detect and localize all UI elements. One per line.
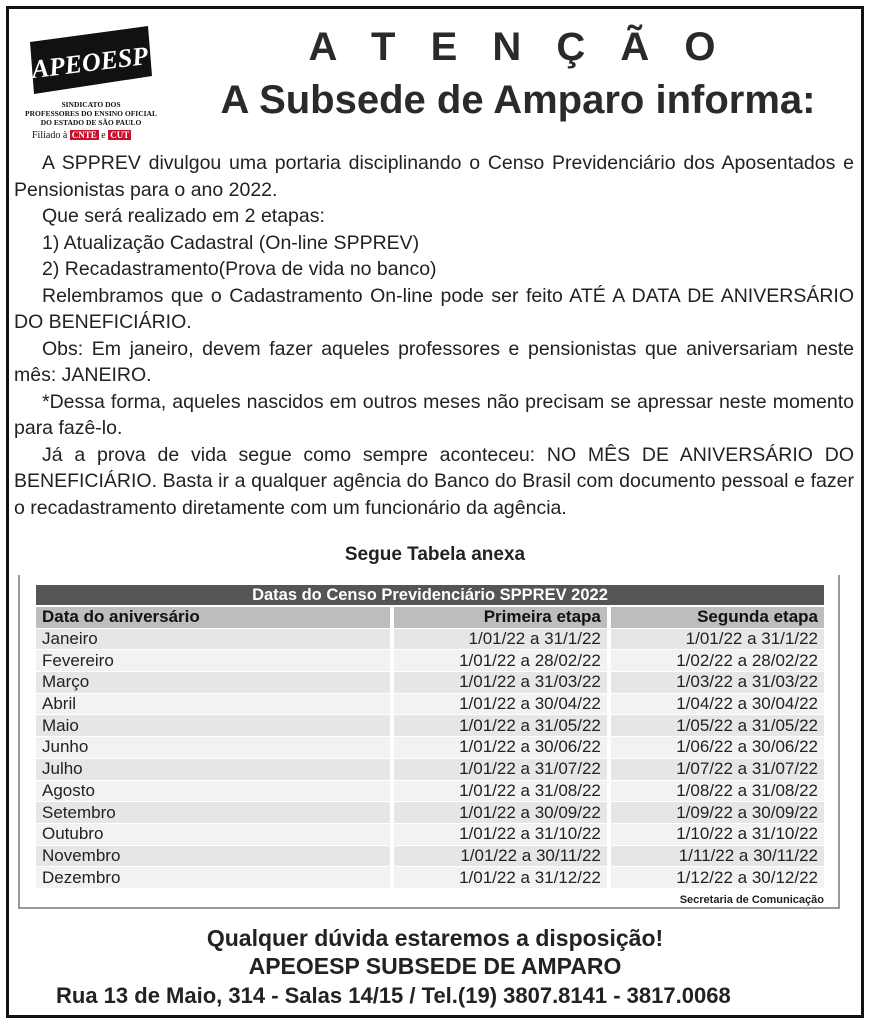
paragraph: Que será realizado em 2 etapas:	[42, 205, 325, 227]
month-cell: Julho	[36, 759, 390, 780]
header-second-stage: Segunda etapa	[607, 607, 824, 628]
header-birthday: Data do aniversário	[36, 607, 390, 628]
first-stage-cell: 1/01/22 a 31/08/22	[390, 781, 607, 802]
apeoesp-logo-mark	[26, 24, 154, 96]
second-stage-cell: 1/05/22 a 31/05/22	[607, 715, 824, 736]
month-cell: Fevereiro	[36, 650, 390, 671]
second-stage-cell: 1/02/22 a 28/02/22	[607, 650, 824, 671]
month-cell: Março	[36, 672, 390, 693]
table-row	[36, 867, 824, 888]
second-stage-cell: 1/07/22 a 31/07/22	[607, 759, 824, 780]
table-row	[36, 781, 824, 802]
month-cell: Maio	[36, 715, 390, 736]
table-row	[36, 672, 824, 693]
notice-body	[14, 150, 854, 521]
paragraph: Obs: Em janeiro, devem fazer aqueles professores e pensionistas que aniversariam neste mês: JANEIRO.	[14, 337, 854, 386]
second-stage-cell: 1/06/22 a 30/06/22	[607, 737, 824, 758]
first-stage-cell: 1/01/22 a 31/03/22	[390, 672, 607, 693]
month-cell: Junho	[36, 737, 390, 758]
paragraph: Relembramos que o Cadastramento On-line pode ser feito ATÉ A DATA DE ANIVERSÁRIO DO BENEFICIÁRIO.	[14, 284, 854, 333]
cut-badge: CUT	[110, 130, 130, 140]
page-subtitle: A Subsede de Amparo informa:	[220, 78, 816, 122]
second-stage-cell: 1/12/22 a 30/12/22	[607, 867, 824, 888]
first-stage-cell: 1/01/22 a 31/12/22	[390, 867, 607, 888]
table-title: Datas do Censo Previdenciário SPPREV 2022	[36, 585, 824, 605]
page-title: A T E N Ç Ã O	[308, 25, 728, 69]
svg-text:APEOESP: APEOESP	[29, 40, 150, 85]
month-cell: Dezembro	[36, 867, 390, 888]
table-caption: Segue Tabela anexa	[344, 544, 526, 565]
header-first-stage: Primeira etapa	[390, 607, 607, 628]
first-stage-cell: 1/01/22 a 30/09/22	[390, 802, 607, 823]
paragraph: Já a prova de vida segue como sempre aconteceu: NO MÊS DE ANIVERSÁRIO DO BENEFICIÁRIO. Basta ir a qualquer agência do Banco do Brasil com documento pessoal e fazer o recadastramento diretamente com um funcionário da agência.	[14, 443, 854, 519]
cnte-badge: CNTE	[71, 130, 97, 140]
first-stage-cell: 1/01/22 a 30/04/22	[390, 694, 607, 715]
logo-subtitle: SINDICATO DOS PROFESSORES DO ENSINO OFICIAL DO ESTADO DE SÃO PAULO	[25, 100, 157, 127]
first-stage-cell: 1/01/22 a 31/07/22	[390, 759, 607, 780]
table-header-row	[36, 607, 824, 628]
footer-line-2: APEOESP SUBSEDE DE AMPARO	[248, 953, 622, 979]
census-table	[36, 606, 824, 889]
second-stage-cell: 1/04/22 a 30/04/22	[607, 694, 824, 715]
first-stage-cell: 1/01/22 a 30/06/22	[390, 737, 607, 758]
second-stage-cell: 1/03/22 a 31/03/22	[607, 672, 824, 693]
second-stage-cell: 1/11/22 a 30/11/22	[607, 846, 824, 867]
first-stage-cell: 1/01/22 a 31/1/22	[390, 629, 607, 650]
month-cell: Janeiro	[36, 629, 390, 650]
second-stage-cell: 1/09/22 a 30/09/22	[607, 802, 824, 823]
first-stage-cell: 1/01/22 a 31/05/22	[390, 715, 607, 736]
month-cell: Outubro	[36, 824, 390, 845]
table-row	[36, 694, 824, 715]
month-cell: Agosto	[36, 781, 390, 802]
month-cell: Setembro	[36, 802, 390, 823]
second-stage-cell: 1/08/22 a 31/08/22	[607, 781, 824, 802]
paragraph: *Dessa forma, aqueles nascidos em outros meses não precisam se apressar neste momento para fazê-lo.	[14, 390, 854, 439]
paragraph: 1) Atualização Cadastral (On-line SPPREV)	[42, 231, 420, 254]
table-row	[36, 824, 824, 845]
paragraph: 2) Recadastramento(Prova de vida no banco)	[42, 258, 437, 280]
table-row	[36, 737, 824, 758]
table-row	[36, 715, 824, 736]
month-cell: Novembro	[36, 846, 390, 867]
first-stage-cell: 1/01/22 a 31/10/22	[390, 824, 607, 845]
table-row	[36, 759, 824, 780]
footer-address: Rua 13 de Maio, 314 - Salas 14/15 / Tel.(19) 3807.8141 - 3817.0068	[56, 983, 731, 1008]
first-stage-cell: 1/01/22 a 30/11/22	[390, 846, 607, 867]
credit-line: Secretaria de Comunicação	[600, 894, 826, 906]
apeoesp-logo	[20, 18, 162, 144]
table-row	[36, 846, 824, 867]
first-stage-cell: 1/01/22 a 28/02/22	[390, 650, 607, 671]
second-stage-cell: 1/01/22 a 31/1/22	[607, 629, 824, 650]
table-row	[36, 650, 824, 671]
month-cell: Abril	[36, 694, 390, 715]
second-stage-cell: 1/10/22 a 31/10/22	[607, 824, 824, 845]
table-row	[36, 629, 824, 650]
paragraph: A SPPREV divulgou uma portaria disciplinando o Censo Previdenciário dos Aposentados e Pensionistas para o ano 2022.	[14, 152, 854, 201]
logo-affiliation: Filiado à CNTE e CUT	[32, 130, 130, 141]
footer-line-1: Qualquer dúvida estaremos a disposição!	[206, 925, 664, 951]
table-row	[36, 802, 824, 823]
